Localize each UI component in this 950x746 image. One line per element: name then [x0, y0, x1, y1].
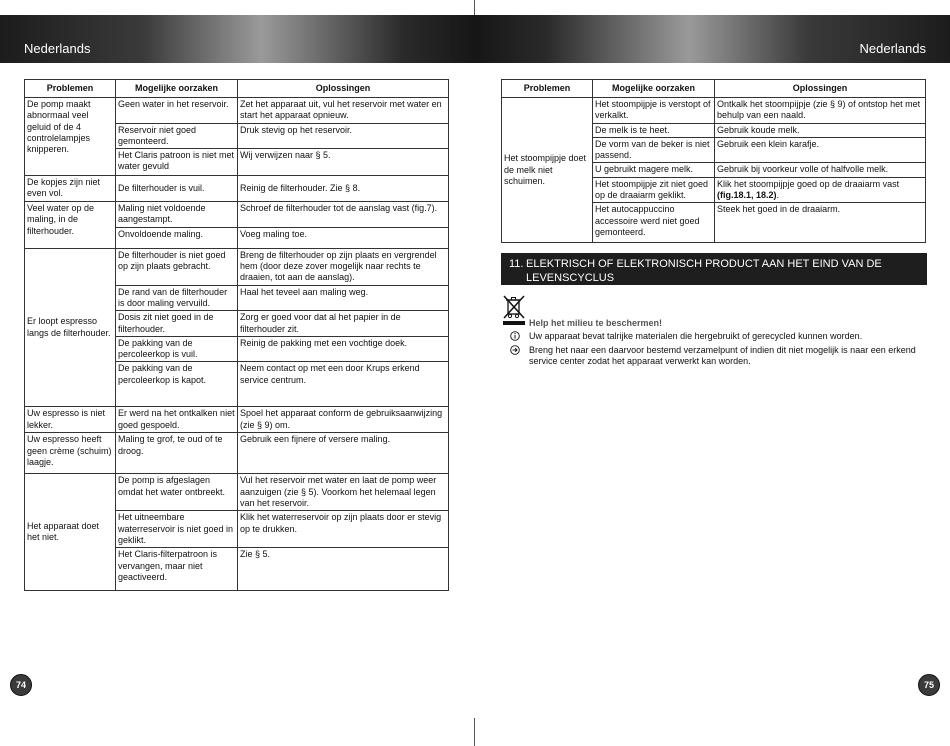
table-row — [25, 98, 449, 124]
solution-cell: Voeg maling toe. — [238, 227, 449, 248]
cause-cell: Het uitneembare waterreservoir is niet goed in geklikt. — [116, 511, 238, 548]
solution-cell: Druk stevig op het reservoir. — [238, 123, 449, 149]
header-problems: Problemen — [502, 80, 593, 98]
environment-item-text: Breng het naar een daarvoor bestemd verzamelpunt of indien dit niet mogelijk is naar een erkend service center zodat het apparaat verwerkt kan worden. — [529, 345, 916, 366]
cause-cell: Het Claris patroon is niet met water gevuld — [116, 149, 238, 176]
cause-cell: Onvoldoende maling. — [116, 227, 238, 248]
solution-text: Klik het stoompijpje goed op de draaiarm vast — [717, 178, 900, 189]
solution-cell: Gebruik koude melk. — [715, 123, 926, 137]
problem-cell: Uw espresso is niet lekker. — [25, 407, 116, 433]
problem-cell: De pomp maakt abnormaal veel geluid of de 4 controlelampjes knipperen. — [25, 98, 116, 176]
solution-cell: Klik het waterreservoir op zijn plaats door er stevig op te drukken. — [238, 511, 449, 548]
solution-cell: Breng de filterhouder op zijn plaats en vergrendel hem (door deze zover mogelijk naar rechts te draaien, tot aan de aanslag). — [238, 248, 449, 285]
cause-cell: Het stoompijpje zit niet goed op de draaiarm geklikt. — [593, 177, 715, 203]
section-number: 11. — [509, 258, 524, 270]
solution-cell — [715, 177, 926, 203]
cause-cell: De pakking van de percoleerkop is vuil. — [116, 336, 238, 362]
solution-cell: Reinig de pakking met een vochtige doek. — [238, 336, 449, 362]
solution-punctuation: . — [776, 190, 780, 201]
environment-item-text: Uw apparaat bevat talrijke materialen die hergebruikt of gerecycled kunnen worden. — [529, 331, 863, 341]
solution-cell: Spoel het apparaat conform de gebruiksaanwijzing (zie § 9) om. — [238, 407, 449, 433]
page-spine-bottom — [474, 718, 475, 746]
figure-reference: (fig.18.1, 18.2) — [717, 190, 777, 201]
solution-cell: Zet het apparaat uit, vul het reservoir met water en start het apparaat opnieuw. — [238, 98, 449, 124]
header-solutions: Oplossingen — [238, 80, 449, 98]
problem-cell: Het stoompijpje doet de melk niet schuimen. — [502, 98, 593, 243]
cause-cell: Maling te grof, te oud of te droog. — [116, 433, 238, 474]
table-row — [25, 202, 449, 228]
cause-cell: Het stoompijpje is verstopt of verkalkt. — [593, 98, 715, 124]
header-band-left — [0, 15, 475, 63]
crossed-out-bin-icon — [502, 294, 526, 326]
table-row — [25, 433, 449, 474]
page-number-left: 74 — [10, 674, 32, 696]
solution-cell: Neem contact op met een door Krups erkend service centrum. — [238, 362, 449, 407]
cause-cell: U gebruikt magere melk. — [593, 163, 715, 177]
troubleshooting-table-left — [24, 79, 449, 591]
header-band-right — [475, 15, 950, 63]
solution-cell: Vul het reservoir met water en laat de pomp weer aanzuigen (zie § 5). Voorkom het helemaal legen van het reservoir. — [238, 474, 449, 511]
solution-cell: Steek het goed in de draaiarm. — [715, 203, 926, 243]
problem-cell: Veel water op de maling, in de filterhouder. — [25, 202, 116, 249]
info-icon — [510, 331, 520, 341]
cause-cell: Dosis zit niet goed in de filterhouder. — [116, 311, 238, 337]
header-causes: Mogelijke oorzaken — [593, 80, 715, 98]
header-causes: Mogelijke oorzaken — [116, 80, 238, 98]
problem-cell: De kopjes zijn niet even vol. — [25, 176, 116, 202]
cause-cell: De filterhouder is vuil. — [116, 176, 238, 202]
table-row — [25, 248, 449, 285]
header-problems: Problemen — [25, 80, 116, 98]
cause-cell: De filterhouder is niet goed op zijn plaats gebracht. — [116, 248, 238, 285]
environment-title: Help het milieu te beschermen! — [529, 318, 663, 328]
solution-cell: Schroef de filterhouder tot de aanslag vast (fig.7). — [238, 202, 449, 228]
solution-cell: Wij verwijzen naar § 5. — [238, 149, 449, 176]
header-solutions: Oplossingen — [715, 80, 926, 98]
solution-cell: Gebruik bij voorkeur volle of halfvolle melk. — [715, 163, 926, 177]
cause-cell: De rand van de filterhouder is door maling vervuild. — [116, 285, 238, 311]
section-title: ELEKTRISCH OF ELEKTRONISCH PRODUCT AAN HET EIND VAN DE LEVENSCYCLUS — [526, 258, 882, 284]
table-row — [25, 474, 449, 511]
cause-cell: Er werd na het ontkalken niet goed gespoeld. — [116, 407, 238, 433]
header-language-left: Nederlands — [24, 41, 91, 56]
solution-cell: Reinig de filterhouder. Zie § 8. — [238, 176, 449, 202]
troubleshooting-table-right — [501, 79, 926, 243]
solution-cell: Zorg er goed voor dat al het papier in de filterhouder zit. — [238, 311, 449, 337]
header-language-right: Nederlands — [859, 41, 926, 56]
arrow-icon — [510, 345, 520, 355]
cause-cell: De pakking van de percoleerkop is kapot. — [116, 362, 238, 407]
problem-cell: Uw espresso heeft geen crème (schuim) laagje. — [25, 433, 116, 474]
cause-cell: Het Claris-filterpatroon is vervangen, maar niet geactiveerd. — [116, 548, 238, 591]
table-header-row — [25, 80, 449, 98]
solution-cell: Gebruik een klein karafje. — [715, 137, 926, 163]
cause-cell: De melk is te heet. — [593, 123, 715, 137]
cause-cell: Reservoir niet goed gemonteerd. — [116, 123, 238, 149]
problem-cell: Er loopt espresso langs de filterhouder. — [25, 248, 116, 407]
cause-cell: Het autocappuccino accessoire werd niet goed gemonteerd. — [593, 203, 715, 243]
solution-cell: Haal het teveel aan maling weg. — [238, 285, 449, 311]
cause-cell: Geen water in het reservoir. — [116, 98, 238, 124]
cause-cell: De vorm van de beker is niet passend. — [593, 137, 715, 163]
cause-cell: Maling niet voldoende aangestampt. — [116, 202, 238, 228]
page-number-right: 75 — [918, 674, 940, 696]
problem-cell: Het apparaat doet het niet. — [25, 474, 116, 591]
section-header — [501, 253, 927, 285]
cause-cell: De pomp is afgeslagen omdat het water ontbreekt. — [116, 474, 238, 511]
table-row — [25, 176, 449, 202]
solution-cell: Zie § 5. — [238, 548, 449, 591]
table-header-row — [502, 80, 926, 98]
table-row — [25, 407, 449, 433]
solution-cell: Ontkalk het stoompijpje (zie § 9) of ontstop het met behulp van een naald. — [715, 98, 926, 124]
table-row — [502, 98, 926, 124]
solution-cell: Gebruik een fijnere of versere maling. — [238, 433, 449, 474]
